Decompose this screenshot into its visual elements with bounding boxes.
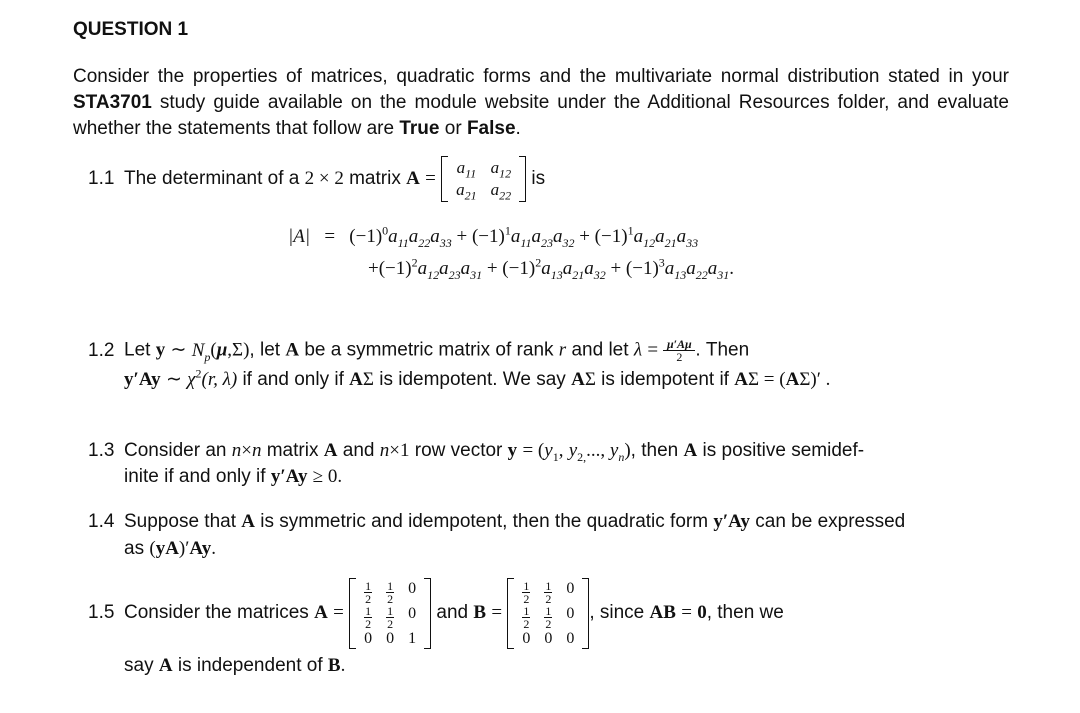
question-text: Let bbox=[124, 339, 151, 361]
question-text: Consider the matrices bbox=[124, 602, 309, 623]
question-text: , let bbox=[249, 339, 281, 361]
question-text: and bbox=[436, 602, 469, 623]
determinant-line-1: |A| = $(-1)^0a_{11}a_{22}a_{33} + (-1)^1a_{11}a_{23}a_{32} + (-1)^1a_{12}a_{21}a_{33}$ bbox=[288, 223, 699, 250]
question-text: and let bbox=[571, 339, 629, 361]
question-number: 1.5 bbox=[88, 602, 115, 623]
question-text: as bbox=[124, 538, 145, 559]
determinant-line-2: $+(-1)^2a_{12}a_{23}a_{31} + (-1)^2a_{13}a_{21}a_{32} + (-1)^3a_{13}a_{22}a_{31}$. bbox=[368, 255, 735, 282]
question-1-1 bbox=[88, 156, 545, 202]
question-1-5-line-2: say A is independent of B. bbox=[124, 655, 346, 676]
matrix-a-3x3: $\frac{1}{2}$ $\frac{1}{2}$ 0 $\frac{1}{2}$ $\frac{1}{2}$ 0 0 0 1 bbox=[349, 578, 431, 649]
question-text: . Then bbox=[695, 339, 750, 361]
question-text: row vector bbox=[414, 440, 503, 461]
question-text: matrix bbox=[349, 168, 401, 189]
math: = bbox=[425, 168, 436, 189]
question-1-2: 1.2 Let y ∼ $N_p(\mu,\Sigma)$, let A be a symmetric matrix of rank r and let λ = $\frac{\mu'A\mu}{2}$ . Then bbox=[88, 337, 750, 364]
question-1-3: 1.3 Consider an n×n matrix A and n×1 row vector $y = (y_1$, $y_{2,}$..., $y_n$), then A is positive semidef- bbox=[88, 440, 865, 464]
question-text: , then bbox=[630, 440, 679, 461]
question-text: matrix bbox=[266, 440, 319, 461]
intro-text-1: Consider the properties of matrices, quadratic forms and the multivariate normal distribution stated in your bbox=[73, 66, 1009, 87]
math: A bbox=[406, 168, 420, 189]
question-1-5: 1.5 Consider the matrices A = $\frac{1}{2}$ $\frac{1}{2}$ 0 $\frac{1}{2}$ $\frac{1}{2}$ 0 0 0 1 and B = $\frac{1}{2}$ $\frac{1}{2}$ 0 $\frac{1}{2}$ $\frac{1}{2}$ 0 0 0 0 , since AB = 0 , then we bbox=[88, 578, 784, 647]
question-text: can be expressed bbox=[755, 511, 906, 532]
question-text: inite if and only if bbox=[124, 466, 266, 487]
question-number: 1.3 bbox=[88, 440, 115, 461]
question-1-4: 1.4 Suppose that A is symmetric and idempotent, then the quadratic form y′Ay can be expressed bbox=[88, 511, 906, 532]
math: 2 × 2 bbox=[304, 168, 344, 189]
question-number: 1.4 bbox=[88, 511, 115, 532]
question-text: is idempotent if bbox=[601, 369, 729, 390]
question-text: say bbox=[124, 655, 154, 676]
question-text: is positive semidef- bbox=[702, 440, 865, 461]
page-title: QUESTION 1 bbox=[73, 19, 189, 40]
intro-end: . bbox=[515, 118, 521, 139]
question-1-4-line-2: as (yA)′Ay. bbox=[124, 538, 216, 559]
question-number: 1.1 bbox=[88, 168, 115, 189]
question-text: , then we bbox=[706, 602, 784, 623]
matrix-a-2x2: $a_{11}$ $a_{12}$ $a_{21}$ $a_{22}$ bbox=[441, 156, 526, 202]
question-text: The determinant of a bbox=[124, 168, 300, 189]
question-number: 1.2 bbox=[88, 339, 115, 361]
question-text: is bbox=[531, 168, 546, 189]
question-text: be a symmetric matrix of rank bbox=[304, 339, 554, 361]
question-text: , since bbox=[589, 602, 645, 623]
false-word: False bbox=[466, 118, 516, 139]
intro-paragraph bbox=[73, 64, 1009, 142]
question-text: is idempotent. We say bbox=[379, 369, 566, 390]
question-text: if and only if bbox=[242, 369, 344, 390]
question-text: Consider an bbox=[124, 440, 227, 461]
question-text: and bbox=[342, 440, 375, 461]
matrix-b-3x3: $\frac{1}{2}$ $\frac{1}{2}$ 0 $\frac{1}{2}$ $\frac{1}{2}$ 0 0 0 0 bbox=[507, 578, 589, 649]
question-text: Suppose that bbox=[124, 511, 236, 532]
true-word: True bbox=[399, 118, 440, 139]
question-text: is independent of bbox=[177, 655, 323, 676]
question-text: is symmetric and idempotent, then the quadratic form bbox=[260, 511, 709, 532]
question-1-2-line-2: y′Ay ∼ $\chi^2(r$, λ) if and only if AΣ is idempotent. We say AΣ is idempotent if AΣ = (AΣ)′ . bbox=[124, 366, 831, 390]
or-word: or bbox=[444, 118, 462, 139]
intro-text-2: study guide available on the module website under the Additional Resources folder, and evaluate whether the statements that follow are bbox=[73, 92, 1009, 139]
question-1-3-line-2: inite if and only if y′Ay ≥ 0. bbox=[124, 466, 343, 487]
course-code: STA3701 bbox=[73, 92, 152, 113]
